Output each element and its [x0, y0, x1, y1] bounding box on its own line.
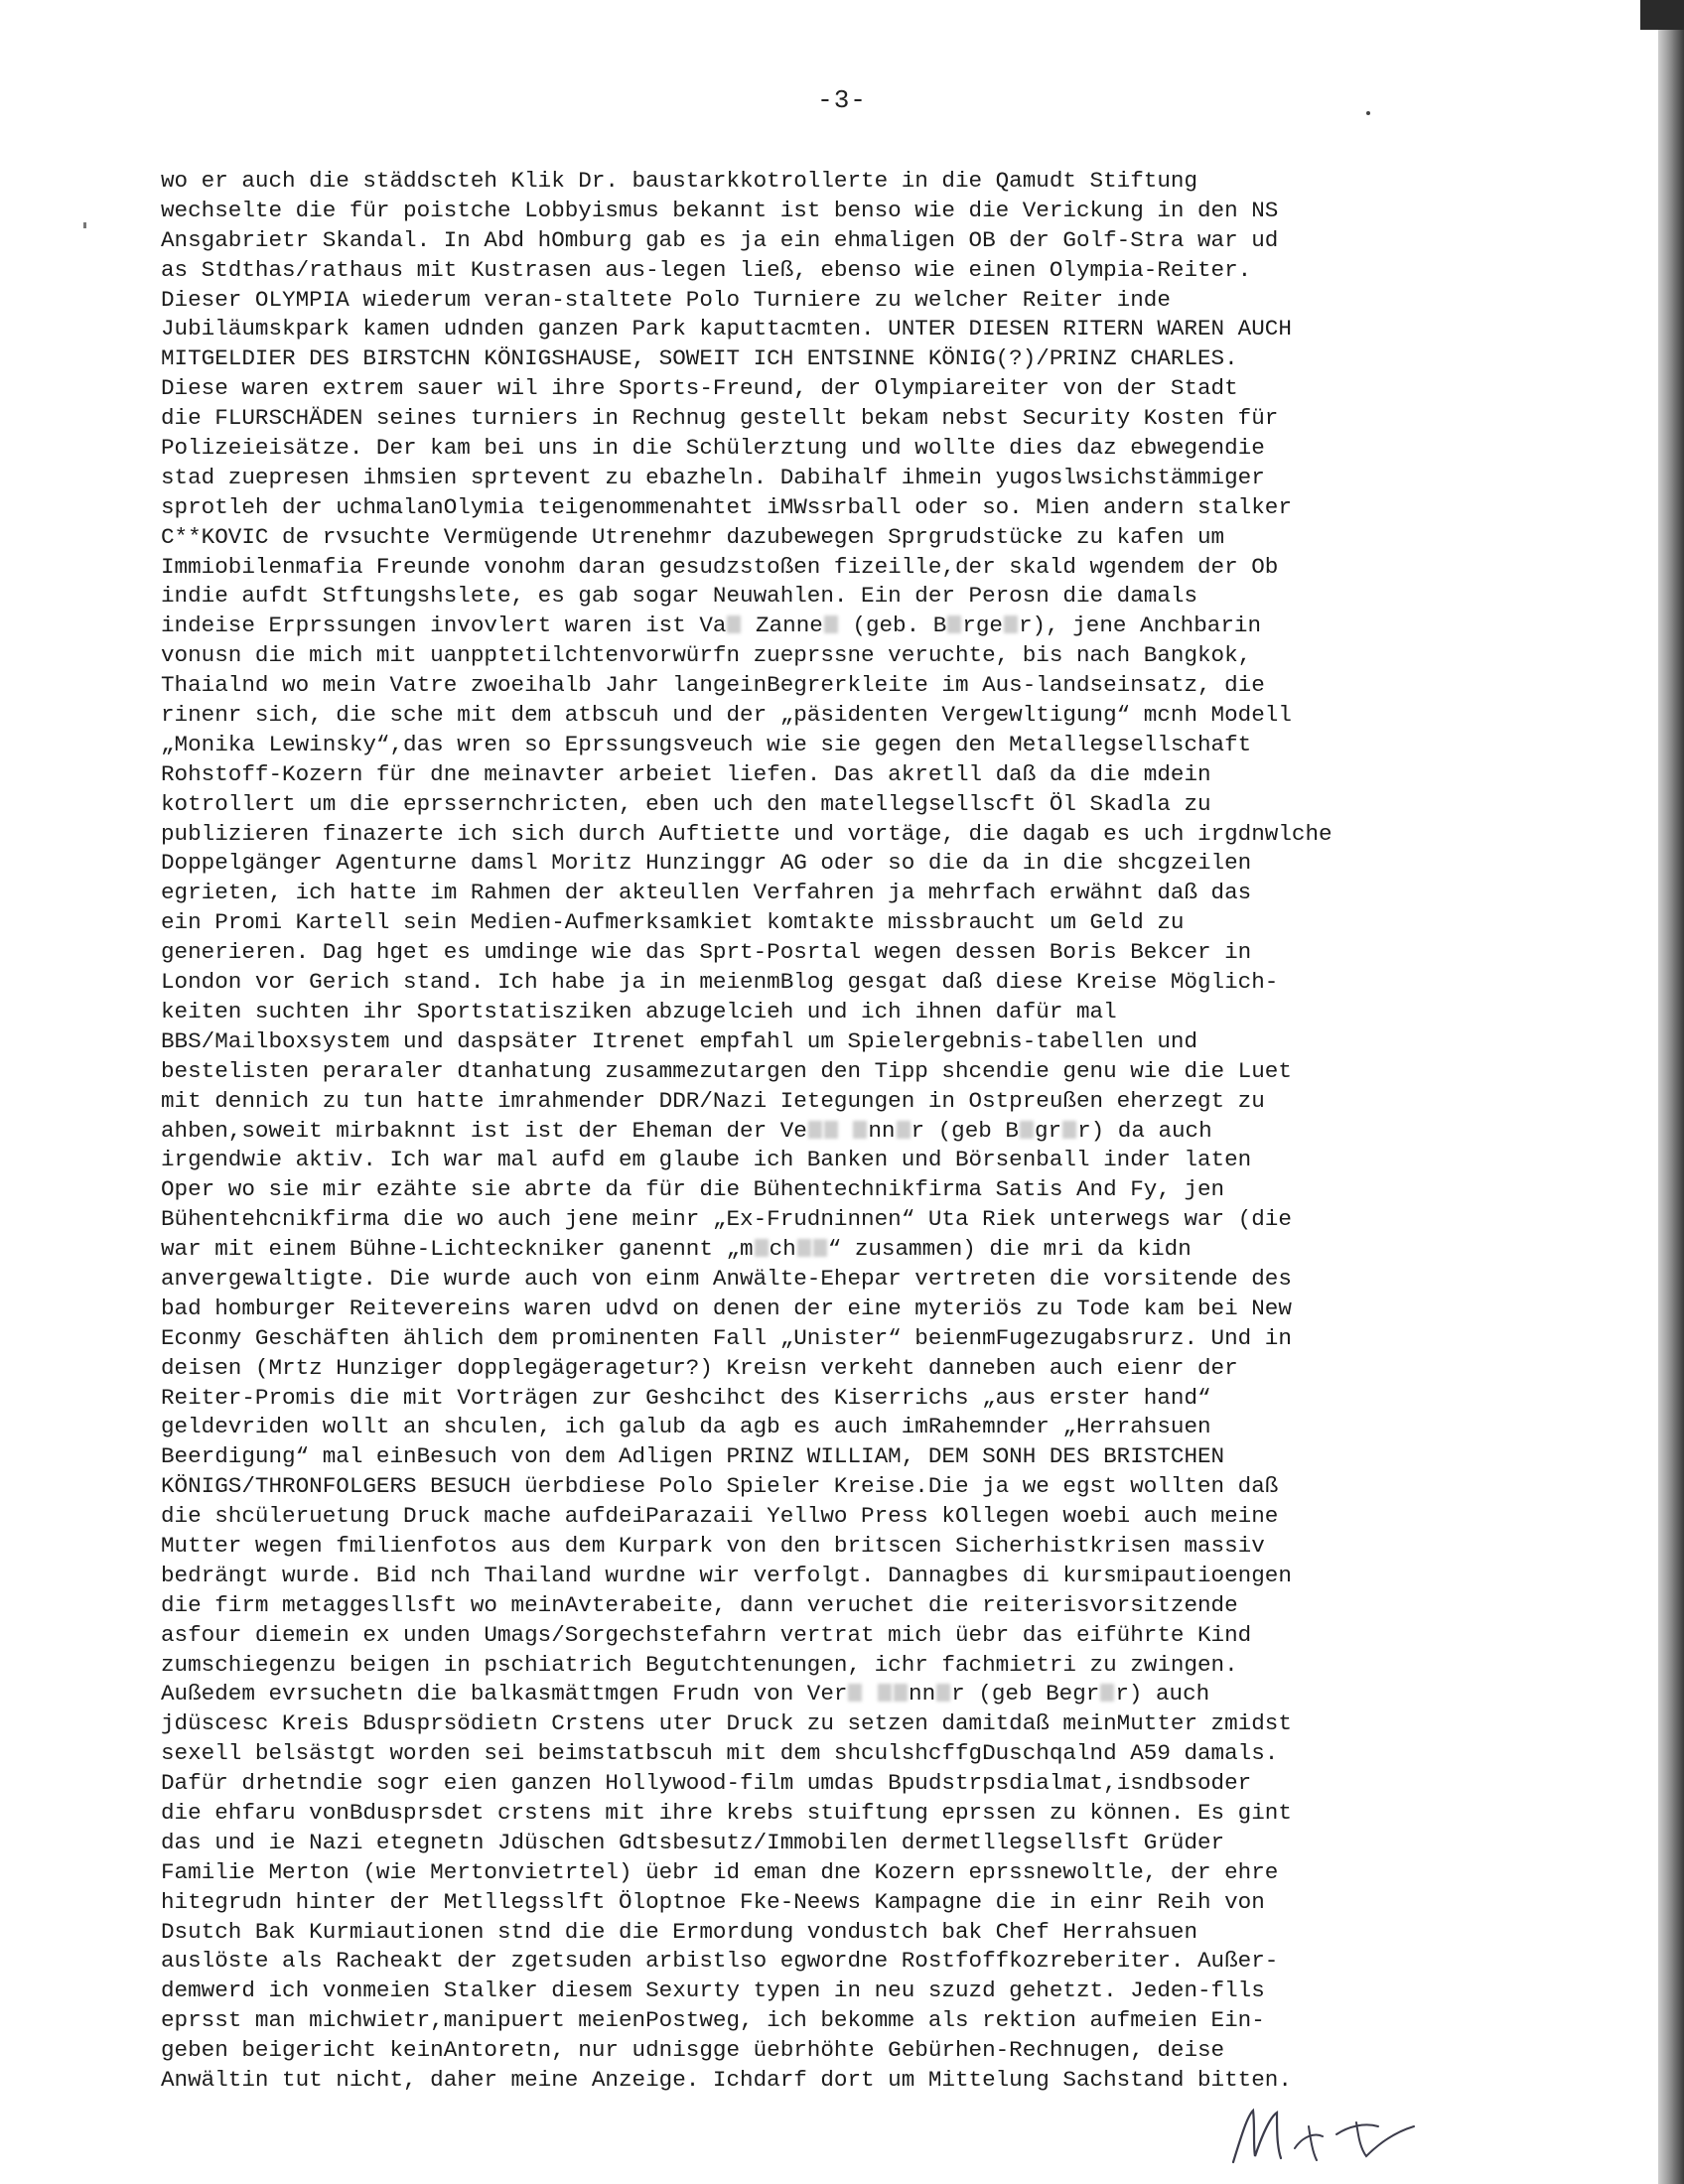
- scanner-corner-shadow: [1640, 0, 1684, 30]
- text-line: auslöste als Racheakt der zgetsuden arbistlso egwordne Rostfoffkozreberiter. Außer-: [161, 1948, 1279, 1975]
- redaction-blur: [797, 1239, 811, 1257]
- text-line: asfour diemein ex unden Umags/Sorgechstefahrn vertrat mich üebr das eiführte Kind: [161, 1621, 1252, 1648]
- text-line: egrieten, ich hatte im Rahmen der akteullen Verfahren ja mehrfach erwähnt daß das: [161, 880, 1252, 906]
- redaction-blur: [727, 615, 741, 633]
- redaction-blur: [947, 615, 961, 633]
- text-line: Außedem evrsuchetn die balkasmättmgen Frudn von Ver nn r (geb Begr r) auch: [161, 1681, 1210, 1707]
- text-line: bad homburger Reitevereins waren udvd on denen der eine myteriös zu Tode kam bei New: [161, 1295, 1292, 1321]
- redaction-blur: [824, 615, 838, 633]
- text-line: deisen (Mrtz Hunziger dopplegägeragetur?) Kreisn verkeht danneben auch eienr der: [161, 1354, 1238, 1381]
- text-line: Familie Merton (wie Mertonvietrtel) üebr id eman dne Kozern eprssnewoltle, der ehre: [161, 1858, 1279, 1885]
- redaction-blur: [848, 1684, 862, 1702]
- text-line: Diese waren extrem sauer wil ihre Sports-Freund, der Olympiareiter von der Stadt: [161, 375, 1238, 402]
- redaction-blur: [1100, 1684, 1114, 1702]
- text-line: ein Promi Kartell sein Medien-Aufmerksamkiet komtakte missbraucht um Geld zu: [161, 909, 1185, 936]
- letter-body: [161, 167, 1491, 2096]
- text-line: indie aufdt Stftungshslete, es gab sogar Neuwahlen. Ein der Perosn die damals: [161, 583, 1198, 610]
- text-line: as Stdthas/rathaus mit Kustrasen aus-legen ließ, ebenso wie einen Olympia-Reiter.: [161, 256, 1252, 283]
- text-line: Mutter wegen fmilienfotos aus dem Kurpark von den britscen Sicherhistkrisen massiv: [161, 1532, 1265, 1559]
- text-line: zumschiegenzu beigen in pschiatrich Begutchtenungen, ichr fachmietri zu zwingen.: [161, 1651, 1238, 1678]
- text-line: demwerd ich vonmeien Stalker diesem Sexurty typen in neu szuzd gehetzt. Jeden-flls: [161, 1978, 1265, 2004]
- text-line: BBS/Mailboxsystem und daspsäter Itrenet empfahl um Spielergebnis-tabellen und: [161, 1027, 1198, 1054]
- text-line: eprsst man michwietr,manipuert meienPostweg, ich bekomme als rektion aufmeien Ein-: [161, 2007, 1265, 2034]
- text-line: geben beigericht keinAntoretn, nur udnisgge üebrhöhte Gebürhen-Rechnugen, deise: [161, 2037, 1225, 2064]
- text-line: Oper wo sie mir ezähte sie abrte da für die Bühentechnikfirma Satis And Fy, jen: [161, 1176, 1225, 1203]
- redaction-blur: [894, 1684, 908, 1702]
- redaction-blur: [853, 1121, 867, 1139]
- text-line: Dafür drhetndie sogr eien ganzen Hollywood-film umdas Bpudstrpsdialmat,isndbsoder: [161, 1770, 1252, 1797]
- text-line: Econmy Geschäften ählich dem prominenten Fall „Unister“ beienmFugezugabsrurz. Und in: [161, 1324, 1292, 1351]
- text-line: publizieren finazerte ich sich durch Auftiette und vortäge, die dagab es uch irgdnwlche: [161, 820, 1333, 847]
- text-line: Beerdigung“ mal einBesuch von dem Adligen PRINZ WILLIAM, DEM SONH DES BRISTCHEN: [161, 1443, 1225, 1470]
- stray-ink-mark: [83, 222, 86, 228]
- text-line: indeise Erprssungen invovlert waren ist Va Zanne (geb. B rge r), jene Anchbarin: [161, 613, 1262, 639]
- text-line: Reiter-Promis die mit Vorträgen zur Geshcihct des Kiserrichs „aus erster hand“: [161, 1384, 1211, 1411]
- redaction-blur: [1062, 1121, 1076, 1139]
- handwritten-signature: [1219, 2097, 1458, 2176]
- redaction-blur: [755, 1239, 769, 1257]
- text-line: irgendwie aktiv. Ich war mal aufd em glaube ich Banken und Börsenball inder laten: [161, 1147, 1252, 1173]
- text-line: das und ie Nazi etegnetn Jdüschen Gdtsbesutz/Immobilen dermetllegsellsft Grüder: [161, 1829, 1225, 1855]
- text-line: Ansgabrietr Skandal. In Abd hOmburg gab es ja ein ehmaligen OB der Golf-Stra war ud: [161, 226, 1279, 253]
- redaction-blur: [813, 1239, 827, 1257]
- redaction-blur: [1004, 615, 1018, 633]
- text-line: bestelisten peraraler dtanhatung zusammezutargen den Tipp shcendie genu wie die Luet: [161, 1057, 1292, 1084]
- text-line: wechselte die für poistche Lobbyismus bekannt ist benso wie die Verickung in den NS: [161, 197, 1279, 223]
- text-line: war mit einem Bühne-Lichteckniker ganennt „m ch “ zusammen) die mri da kidn: [161, 1236, 1192, 1263]
- text-line: die ehfaru vonBdusprsdet crstens mit ihre krebs stuiftung eprssen zu können. Es gint: [161, 1799, 1292, 1826]
- text-line: anvergewaltigte. Die wurde auch von einm Anwälte-Ehepar vertreten die vorsitende des: [161, 1265, 1292, 1292]
- text-line: geldevriden wollt an shculen, ich galub da agb es auch imRahemnder „Herrahsuen: [161, 1414, 1211, 1440]
- text-line: die FLURSCHÄDEN seines turniers in Rechnug gestellt bekam nebst Security Kosten für: [161, 405, 1279, 432]
- text-line: KÖNIGS/THRONFOLGERS BESUCH üerbdiese Polo Spieler Kreise.Die ja we egst wollten daß: [161, 1473, 1279, 1500]
- text-line: sprotleh der uchmalanOlymia teigenommenahtet iMWssrball oder so. Mien andern stalker: [161, 493, 1292, 520]
- text-line: mit dennich zu tun hatte imrahmender DDR/Nazi Ietegungen in Ostpreußen eherzegt zu: [161, 1087, 1265, 1114]
- text-line: MITGELDIER DES BIRSTCHN KÖNIGSHAUSE, SOWEIT ICH ENTSINNE KÖNIG(?)/PRINZ CHARLES.: [161, 345, 1238, 372]
- redaction-blur: [878, 1684, 892, 1702]
- text-line: London vor Gerich stand. Ich habe ja in meienmBlog gesgat daß diese Kreise Möglich-: [161, 969, 1279, 996]
- text-line: kotrollert um die eprssernchricten, eben uch den matellegsellscft Öl Skadla zu: [161, 790, 1211, 817]
- text-line: Jubiläumskpark kamen udnden ganzen Park kaputtacmten. UNTER DIESEN RITERN WAREN AUCH: [161, 316, 1292, 342]
- text-line: Dsutch Bak Kurmiautionen stnd die die Ermordung vondustch bak Chef Herrahsuen: [161, 1918, 1198, 1945]
- text-line: Anwältin tut nicht, daher meine Anzeige. Ichdarf dort um Mittelung Sachstand bitten.: [161, 2067, 1292, 2093]
- redaction-blur: [936, 1684, 950, 1702]
- text-line: Polizeieisätze. Der kam bei uns in die Schülerztung und wollte dies daz ebwegendie: [161, 435, 1265, 462]
- text-line: wo er auch die städdscteh Klik Dr. baustarkkotrollerte in die Qamudt Stiftung: [161, 168, 1198, 194]
- text-line: vonusn die mich mit uanpptetilchtenvorwürfn zueprssne veruchte, bis nach Bangkok,: [161, 642, 1252, 669]
- text-line: Rohstoff-Kozern für dne meinavter arbeiet liefen. Das akretll daß da die mdein: [161, 760, 1211, 787]
- page-number: -3-: [817, 85, 867, 115]
- text-line: Thaialnd wo mein Vatre zwoeihalb Jahr langeinBegrerkleite im Aus-landseinsatz, die: [161, 672, 1265, 699]
- text-line: Doppelgänger Agenturne damsl Moritz Hunzinggr AG oder so die da in die shcgzeilen: [161, 850, 1252, 877]
- redaction-blur: [897, 1121, 911, 1139]
- text-line: bedrängt wurde. Bid nch Thailand wurdne wir verfolgt. Dannagbes di kursmipautioengen: [161, 1562, 1292, 1588]
- text-line: „Monika Lewinsky“,das wren so Eprssungsveuch wie sie gegen den Metallegsellschaft: [161, 731, 1252, 757]
- text-line: sexell belsästgt worden sei beimstatbscuh mit dem shculshcffgDuschqalnd A59 damals.: [161, 1740, 1279, 1767]
- text-line: generieren. Dag hget es umdinge wie das Sprt-Posrtal wegen dessen Boris Bekcer in: [161, 939, 1252, 966]
- text-line: Bühentehcnikfirma die wo auch jene meinr „Ex-Frudninnen“ Uta Riek unterwegs war (die: [161, 1206, 1292, 1233]
- text-line: rinenr sich, die sche mit dem atbscuh und der „päsidenten Vergewltigung“ mcnh Modell: [161, 702, 1292, 729]
- text-line: Dieser OLYMPIA wiederum veran-staltete Polo Turniere zu welcher Reiter inde: [161, 286, 1171, 313]
- scanner-edge-shadow: [1658, 0, 1684, 2184]
- text-line: C**KOVIC de rvsuchte Vermügende Utrenehmr dazubewegen Sprgrudstücke zu kafen um: [161, 523, 1225, 550]
- text-line: ahben,soweit mirbaknnt ist ist der Eheman der Ve nn r (geb B gr r) da auch: [161, 1117, 1212, 1144]
- text-line: Immiobilenmafia Freunde vonohm daran gesudzstoßen fizeille,der skald wgendem der Ob: [161, 553, 1279, 580]
- text-line: keiten suchten ihr Sportstatisziken abzugelcieh und ich ihnen dafür mal: [161, 998, 1117, 1024]
- text-line: jdüscesc Kreis Bdusprsödietn Crstens uter Druck zu setzen damitdaß meinMutter zmidst: [161, 1710, 1292, 1737]
- text-line: die shcüleruetung Druck mache aufdeiParazaii Yellwo Press kOllegen woebi auch meine: [161, 1503, 1279, 1530]
- text-line: stad zuepresen ihmsien sprtevent zu ebazheln. Dabihalf ihmein yugoslwsichstämmiger: [161, 464, 1265, 490]
- redaction-blur: [1020, 1121, 1034, 1139]
- redaction-blur: [824, 1121, 838, 1139]
- redaction-blur: [808, 1121, 822, 1139]
- text-line: die firm metaggesllsft wo meinAvterabeite, dann veruchet die reiterisvorsitzende: [161, 1591, 1238, 1618]
- text-line: hitegrudn hinter der Metllegsslft Öloptnoe Fke-Neews Kampagne die in einr Reih von: [161, 1888, 1265, 1915]
